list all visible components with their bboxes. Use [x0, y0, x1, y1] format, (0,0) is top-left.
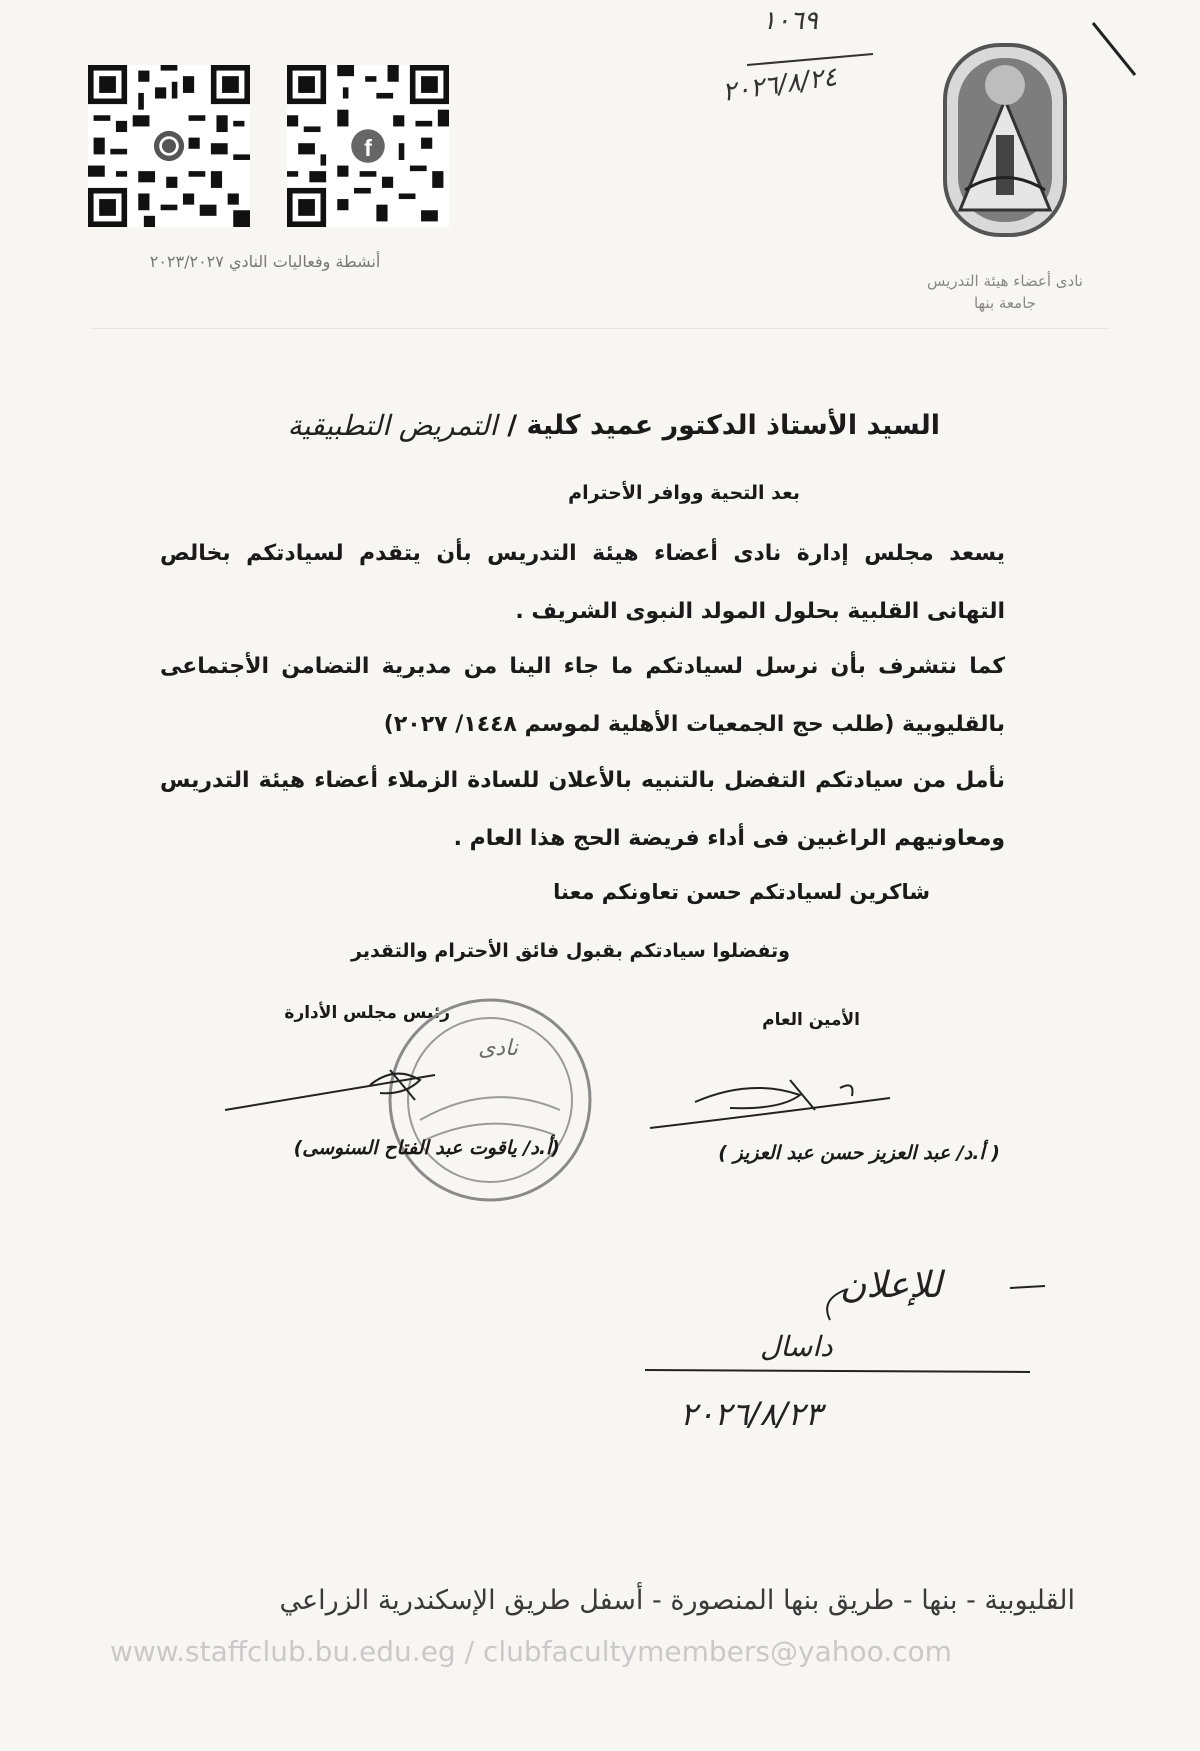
- qr-code-facebook[interactable]: [287, 65, 449, 227]
- secretary-general-title: الأمين العام: [762, 1010, 860, 1030]
- club-name: [905, 270, 1105, 314]
- reg-underline: [745, 50, 875, 70]
- stamp-text: نادى: [478, 1036, 518, 1061]
- handwritten-initial: داسال: [760, 1330, 833, 1363]
- greeting: بعد التحية ووافر الأحترام: [568, 482, 800, 504]
- thanks-line: شاكرين لسيادتكم حسن تعاونكم معنا: [553, 880, 930, 904]
- handwritten-note: للإعلان: [840, 1265, 942, 1306]
- paragraph-hajj-request: كما نتشرف بأن نرسل لسيادتكم ما جاء الينا من مديرية التضامن الأجتماعى بالقليوبية (طلب حج الجمعيات الأهلية لموسم ١٤٤٨/ ٢٠٢٧): [160, 654, 1005, 737]
- club-logo: [940, 40, 1070, 240]
- closing-line: وتفضلوا سيادتكم بقبول فائق الأحترام والتقدير: [351, 940, 790, 962]
- chairman-name: (أ.د/ ياقوت عبد الفتاح السنوسى): [293, 1137, 560, 1159]
- club-name-line2: جامعة بنها: [973, 294, 1037, 312]
- chairman-signature: [220, 1055, 440, 1125]
- secretary-signature: [640, 1060, 900, 1140]
- club-name-line1: نادى أعضاء هيئة التدريس: [927, 272, 1083, 290]
- qr-caption: أنشطة وفعاليات النادي ٢٠٢٣/٢٠٢٧: [149, 252, 381, 271]
- header-divider: [90, 328, 1110, 329]
- corner-slash: [1090, 20, 1140, 80]
- chairman-title: رئيس مجلس الأدارة: [284, 1003, 450, 1023]
- college-name-handwritten: التمريض التطبيقية: [287, 408, 498, 442]
- qr-code-whatsapp[interactable]: [88, 65, 250, 227]
- handwritten-strokes: [640, 1250, 1060, 1400]
- svg-text:f: f: [364, 135, 372, 162]
- paragraph-congratulations: يسعد مجلس إدارة نادى أعضاء هيئة التدريس بأن يتقدم لسيادتكم بخالص التهانى القلبية بحلول المولد النبوى الشريف .: [160, 541, 1005, 624]
- whatsapp-icon: [154, 131, 184, 161]
- secretary-general-name: ( أ.د/ عبد العزيز حسن عبد العزيز ): [718, 1142, 1000, 1164]
- paragraph-announcement: نأمل من سيادتكم التفضل بالتنبيه بالأعلان للسادة الزملاء أعضاء هيئة التدريس ومعاونيهم الراغبين فى أداء فريضة الحج هذا العام .: [160, 768, 1005, 851]
- footer-website-email[interactable]: www.staffclub.bu.edu.eg / clubfacultymembers@yahoo.com: [110, 1635, 952, 1668]
- addressee: السيد الأستاذ الدكتور عميد كلية /: [507, 409, 940, 441]
- footer-address: القليوبية - بنها - طريق بنها المنصورة - أسفل طريق الإسكندرية الزراعي: [279, 1585, 1075, 1616]
- registration-number: ١٠٦٩: [762, 6, 818, 36]
- handwritten-date: ٢٠٢٦/٨/٢٣: [680, 1395, 822, 1433]
- salutation: [200, 400, 940, 450]
- registration-date: ٢٠٢٦/٨/٢٤: [720, 62, 839, 108]
